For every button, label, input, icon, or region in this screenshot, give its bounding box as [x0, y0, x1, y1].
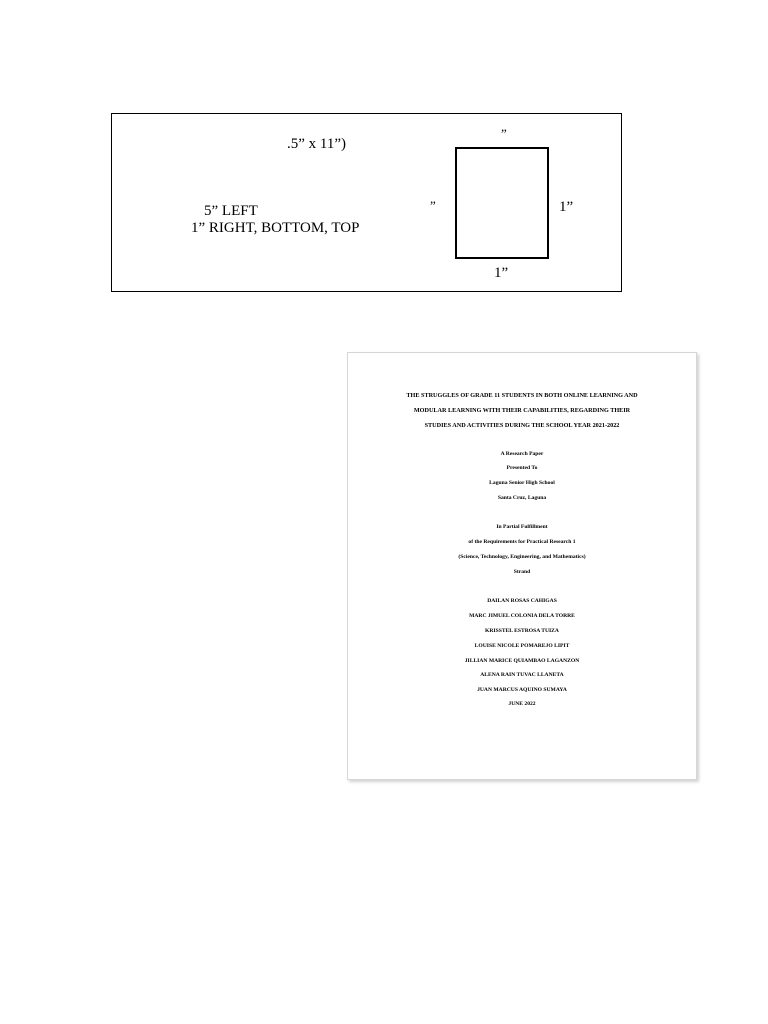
top-dimension-label: ” [501, 126, 507, 141]
cover-presented-line: Laguna Senior High School [489, 480, 555, 486]
cover-title-line: STUDIES AND ACTIVITIES DURING THE SCHOOL YEAR 2021-2022 [424, 422, 620, 429]
cover-author: MARC JIMUEL COLONIA DELA TORRE [469, 613, 575, 619]
cover-fulfillment-line: In Partial Fulfillment [496, 524, 548, 530]
cover-presented-line: A Research Paper [500, 451, 544, 457]
cover-title-line: MODULAR LEARNING WITH THEIR CAPABILITIES, REGARDING THEIR [413, 407, 631, 414]
cover-fulfillment-line: of the Requirements for Practical Research 1 [468, 539, 576, 545]
paper-size-text: .5” x 11”) [287, 136, 347, 152]
cover-author: LOUISE NICOLE POMAREJO LIPIT [474, 643, 570, 649]
cover-fulfillment-line: Strand [513, 569, 531, 575]
cover-author: JILLIAN MARICE QUIAMBAO LAGANZON [464, 658, 580, 664]
cover-date: JUNE 2022 [508, 701, 536, 707]
cover-presented-line: Santa Cruz, Laguna [497, 495, 547, 501]
cover-fulfillment-line: (Science, Technology, Engineering, and Mathematics) [458, 554, 586, 560]
cover-title-line: THE STRUGGLES OF GRADE 11 STUDENTS IN BOTH ONLINE LEARNING AND [406, 392, 638, 399]
cover-author: ALENA RAIN TUVAC LLANETA [480, 672, 564, 678]
right-dimension-label: 1” [559, 199, 574, 215]
bottom-dimension-label: 1” [494, 265, 509, 281]
margin-instructions-box [111, 113, 622, 292]
left-dimension-label: ” [430, 198, 436, 213]
cover-author: DAILAN ROSAS CAHIGAS [487, 598, 557, 604]
cover-presented-line: Presented To [506, 465, 538, 471]
cover-author: KRISSTEL ESTROSA TUIZA [485, 628, 559, 634]
cover-author: JUAN MARCUS AQUINO SUMAYA [477, 687, 567, 693]
margin-diagram-rectangle [455, 147, 549, 259]
left-margin-text: 5” LEFT [204, 203, 258, 219]
other-margins-text: 1” RIGHT, BOTTOM, TOP [191, 220, 360, 236]
thesis-cover-page [347, 352, 697, 780]
